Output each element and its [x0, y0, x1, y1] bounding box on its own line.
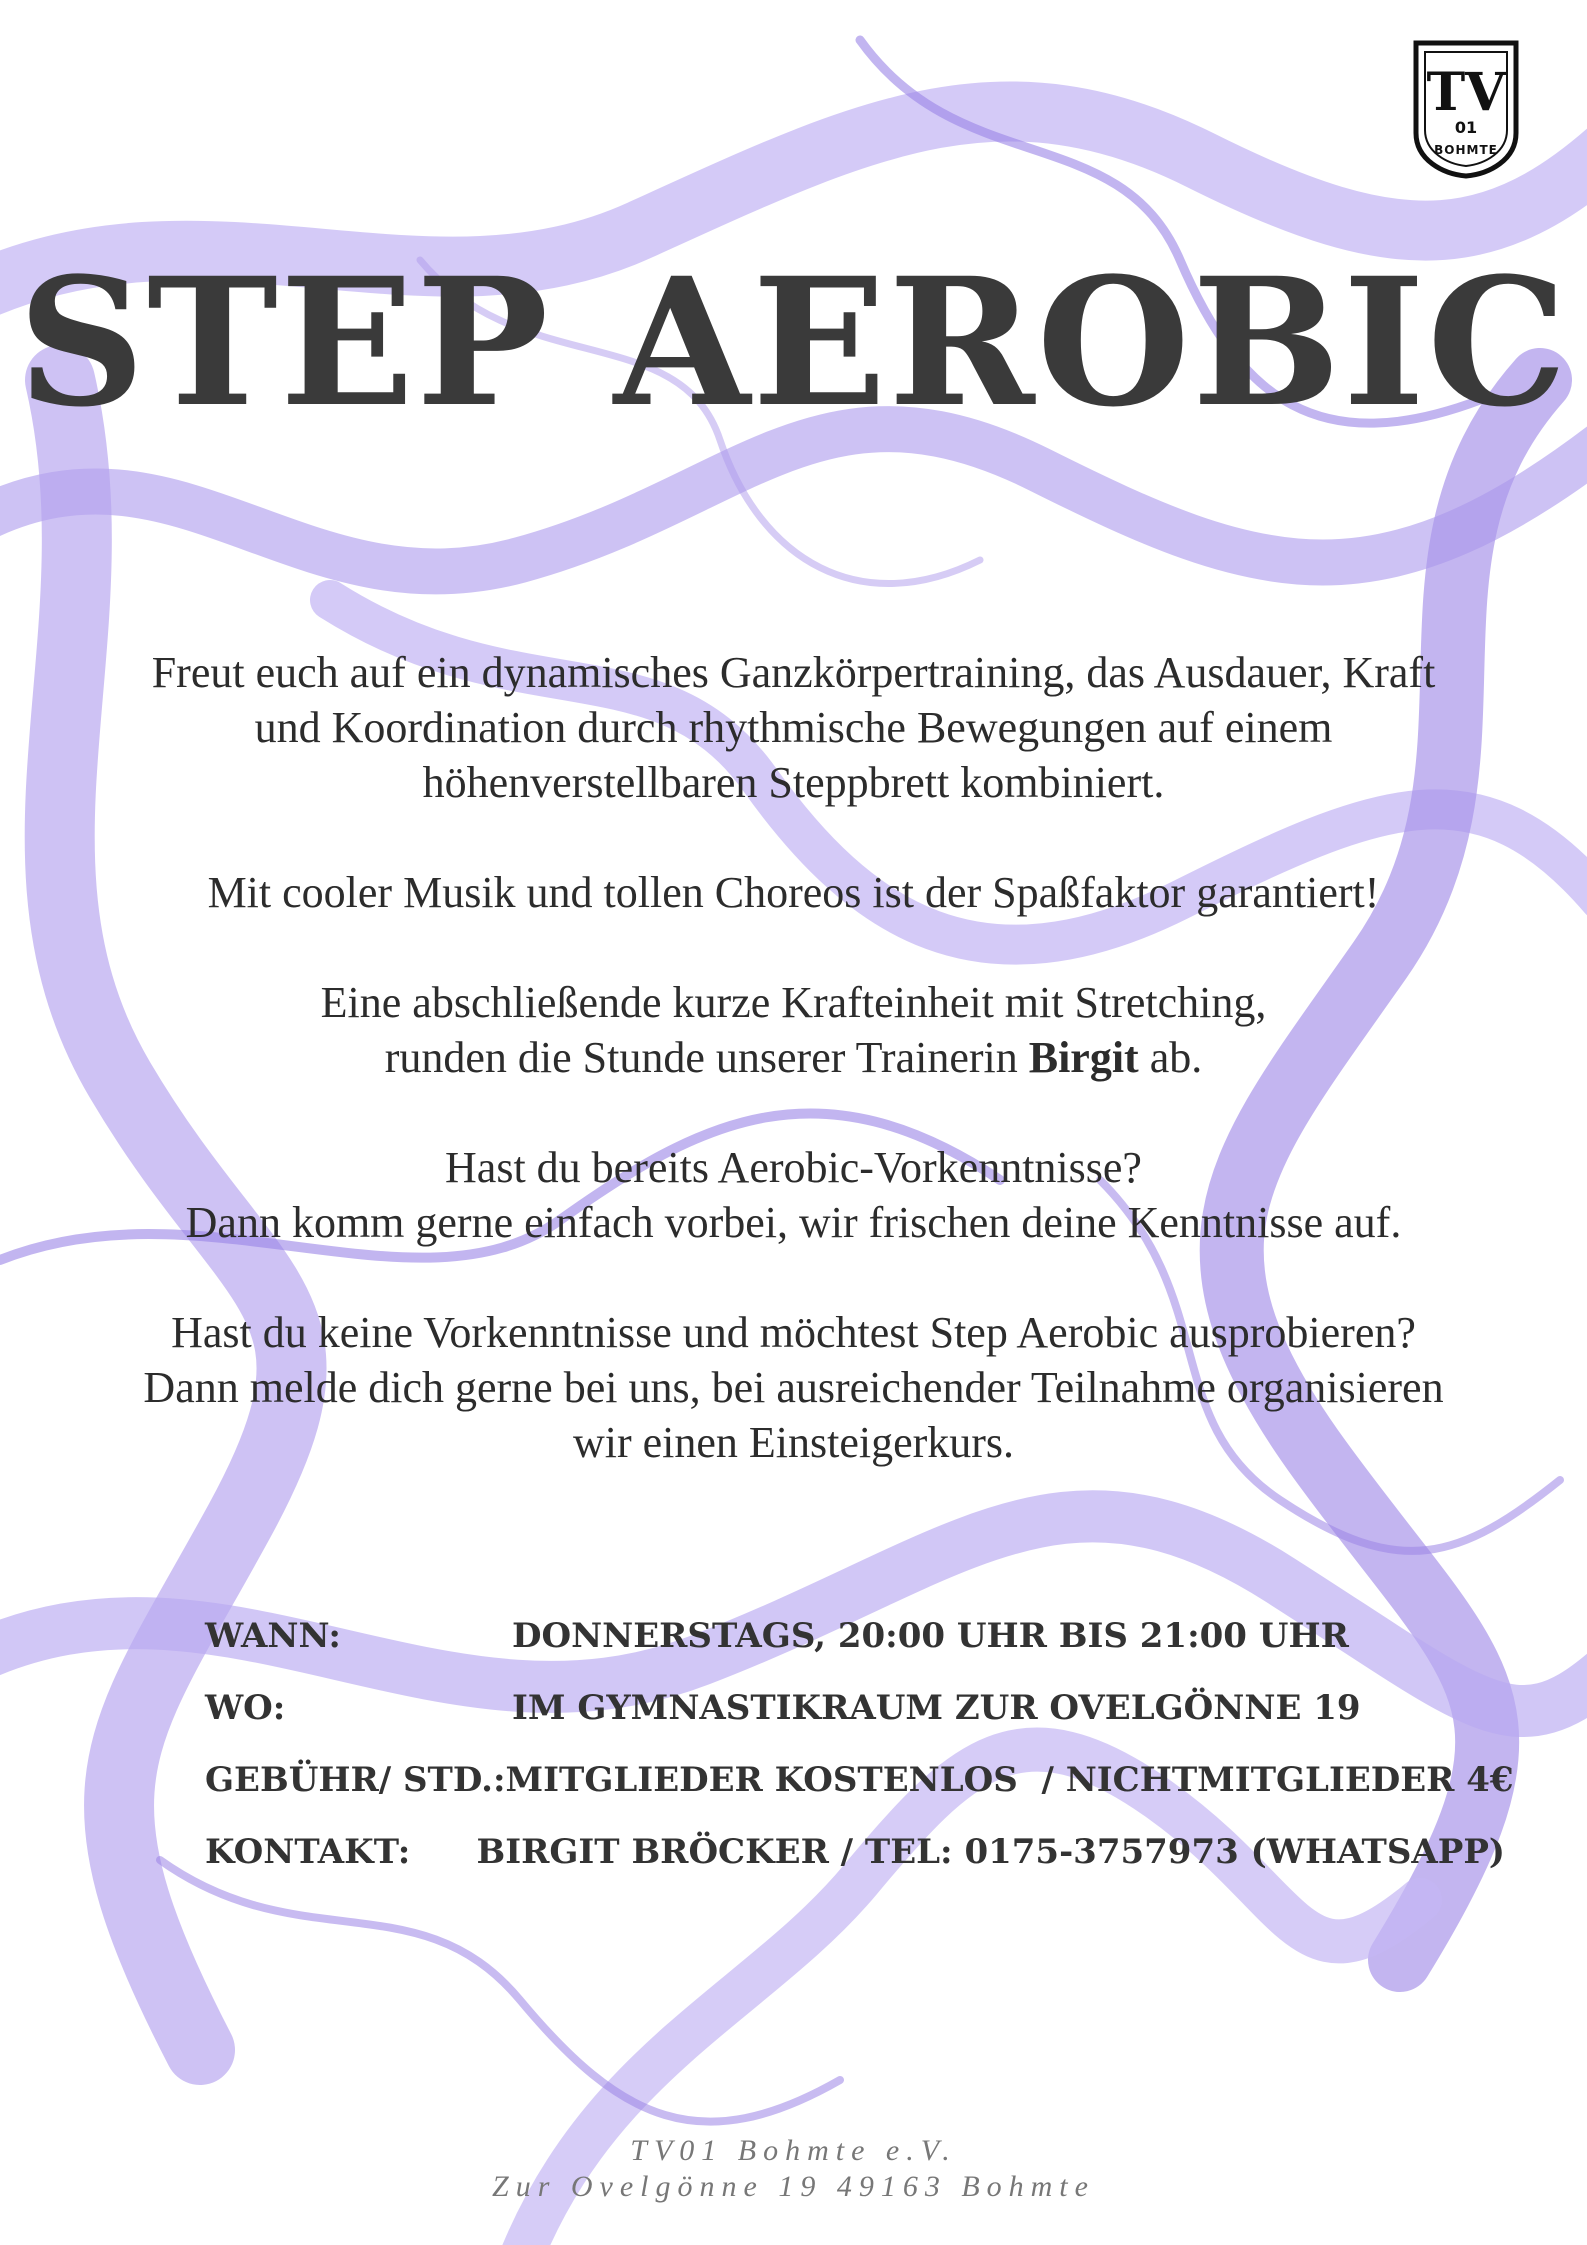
- intro-line: Mit cooler Musik und tollen Choreos ist der Spaßfaktor garantiert!: [207, 868, 1380, 917]
- intro-line: Dann melde dich gerne bei uns, bei ausreichender Teilnahme organisieren: [143, 1363, 1444, 1412]
- detail-label: GEBÜHR/ STD.:: [205, 1760, 506, 1800]
- page-title: STEP AEROBIC: [17, 239, 1570, 446]
- intro-paragraph-4: [0, 1140, 1587, 1250]
- detail-row-contact: [205, 1816, 1505, 1888]
- intro-paragraph-2: [0, 865, 1587, 920]
- intro-line: und Koordination durch rhythmische Bewegungen auf einem: [254, 703, 1333, 752]
- detail-value: IM GYMNASTIKRAUM ZUR OVELGÖNNE 19: [512, 1688, 1361, 1728]
- detail-value: BIRGIT BRÖCKER / TEL: 0175-3757973 (WHATSAPP): [476, 1832, 1505, 1872]
- detail-value: MITGLIEDER KOSTENLOS / NICHTMITGLIEDER 4€: [505, 1760, 1514, 1800]
- club-logo: [1411, 38, 1521, 180]
- course-details: [205, 1600, 1514, 1888]
- footer-street: Zur Ovelgönne 19 49163 Bohmte: [492, 2170, 1095, 2203]
- detail-row-when: [205, 1600, 1505, 1672]
- detail-row-fee: [205, 1744, 1514, 1816]
- intro-line: Dann komm gerne einfach vorbei, wir frischen deine Kenntnisse auf.: [185, 1198, 1402, 1247]
- footer-address: [0, 2133, 1587, 2205]
- detail-row-where: [205, 1672, 1505, 1744]
- intro-paragraph-3: [0, 975, 1587, 1085]
- intro-line: höhenverstellbaren Steppbrett kombiniert.: [422, 758, 1165, 807]
- intro-line: Hast du keine Vorkenntnisse und möchtest Step Aerobic ausprobieren?: [171, 1308, 1416, 1357]
- trainer-name: Birgit: [1028, 1033, 1139, 1082]
- detail-value: DONNERSTAGS, 20:00 UHR BIS 21:00 UHR: [512, 1616, 1349, 1656]
- logo-town: BOHMTE: [1434, 143, 1498, 157]
- intro-line: Freut euch auf ein dynamisches Ganzkörpertraining, das Ausdauer, Kraft: [151, 648, 1436, 697]
- detail-label: KONTAKT:: [205, 1832, 411, 1872]
- intro-text: [0, 645, 1587, 1525]
- intro-line: Hast du bereits Aerobic-Vorkenntnisse?: [445, 1143, 1142, 1192]
- intro-paragraph-1: [0, 645, 1587, 810]
- intro-line: [0, 1030, 1587, 1085]
- footer-club-name: TV01 Bohmte e.V.: [630, 2134, 957, 2167]
- intro-line: Eine abschließende kurze Krafteinheit mit Stretching,: [320, 978, 1267, 1027]
- intro-paragraph-5: [0, 1305, 1587, 1470]
- intro-text-fragment: runden die Stunde unserer Trainerin: [384, 1033, 1029, 1082]
- detail-label: WO:: [205, 1688, 286, 1728]
- logo-letters: TV: [1426, 62, 1506, 123]
- intro-line: wir einen Einsteigerkurs.: [572, 1418, 1015, 1467]
- intro-text-fragment: ab.: [1138, 1033, 1203, 1082]
- logo-number: 01: [1454, 118, 1478, 137]
- detail-label: WANN:: [205, 1616, 341, 1656]
